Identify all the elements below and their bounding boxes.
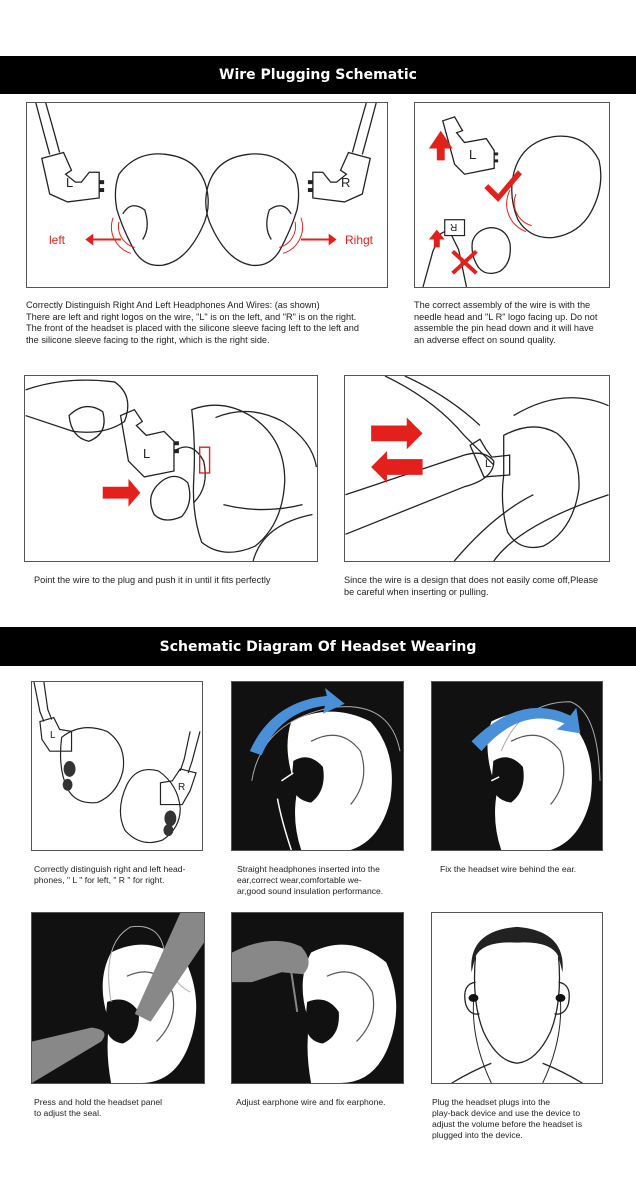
step-2-insert [231, 681, 404, 851]
panel-insert-pull [344, 375, 610, 562]
plug-label-right: R [341, 175, 351, 190]
panel1-caption: Correctly Distinguish Right And Left Headphones And Wires: (as shown) There are left and right logos on the wire, "L" is on the left, and "R" is on the right. The front of the headset is placed with the silicone sleeve facing left to the left and the silicone sleeve facing to the right, which is the right side. [26, 300, 359, 345]
arrow-right-icon [301, 234, 337, 246]
cross-mark-icon [453, 251, 477, 273]
step-3-behind-ear [431, 681, 603, 851]
plug-label-l: L [485, 458, 492, 470]
step-5-adjust-wire [231, 912, 404, 1084]
ear-insert-illustration [232, 682, 403, 850]
step-6-plug-device [431, 912, 603, 1084]
section-title-wire-plugging [0, 56, 636, 94]
left-right-earphones-illustration [32, 682, 202, 850]
arrow-left-icon [85, 234, 121, 246]
plug-label-l: L [143, 446, 151, 461]
plug-label-left: L [66, 175, 74, 190]
insert-pull-illustration [345, 376, 609, 561]
panel2-caption: The correct assembly of the wire is with the needle head and "L R" logo facing up. Do not assemble the pin head down and it will have an adverse effect on sound quality. [414, 300, 598, 345]
step-1-caption: Correctly distinguish right and left head- phones, " L " for left, " R " for right. [34, 864, 186, 885]
step-5-caption: Adjust earphone wire and fix earphone. [236, 1097, 386, 1107]
panel-push-plug [24, 375, 318, 562]
push-plug-illustration [25, 376, 317, 561]
check-mark-icon [484, 170, 522, 202]
panel4-caption: Since the wire is a design that does not easily come off,Please be careful when inserting or pulling. [344, 575, 599, 597]
label-right: Rihgt [345, 233, 374, 247]
step-4-caption: Press and hold the headset panel to adjust the seal. [34, 1097, 163, 1118]
step-3-caption: Fix the headset wire behind the ear. [440, 864, 577, 874]
head-wearing-illustration [432, 913, 602, 1083]
ear-wire-behind-illustration [432, 682, 602, 850]
section-title-text: Wire Plugging Schematic [219, 67, 417, 83]
panel-correct-assembly [414, 102, 610, 288]
label-left: left [49, 233, 66, 247]
step-2-caption: Straight headphones inserted into the ear,correct wear,comfortable we- ar,good sound insulation performance. [237, 864, 384, 896]
step-6-caption: Plug the headset plugs into the play-back device and use the device to adjust the volume before the headset is plugged into the device. [432, 1097, 583, 1140]
adjust-wire-illustration [232, 913, 403, 1083]
earbud-left-icon [469, 994, 479, 1002]
hand-illustration [232, 941, 309, 982]
plug-label-r: R [178, 782, 186, 793]
plug-label-r: R [450, 221, 458, 232]
panel3-caption: Point the wire to the plug and push it in until it fits perfectly [34, 575, 271, 585]
step-4-press-seal [31, 912, 205, 1084]
step-1-left-right [31, 681, 203, 851]
left-right-earphones-illustration [27, 103, 387, 287]
arrow-up-icon [429, 131, 453, 161]
arrow-right-icon [371, 418, 422, 450]
section-title-text: Schematic Diagram Of Headset Wearing [159, 638, 477, 655]
panel-left-right-identification [26, 102, 388, 288]
plug-label-l: L [50, 730, 56, 741]
press-seal-illustration [32, 913, 204, 1083]
plug-label-l: L [469, 147, 477, 162]
correct-assembly-illustration [415, 103, 609, 287]
section-title-headset-wearing [0, 627, 636, 666]
arrow-right-icon [103, 479, 141, 507]
earbud-right-icon [556, 994, 566, 1002]
